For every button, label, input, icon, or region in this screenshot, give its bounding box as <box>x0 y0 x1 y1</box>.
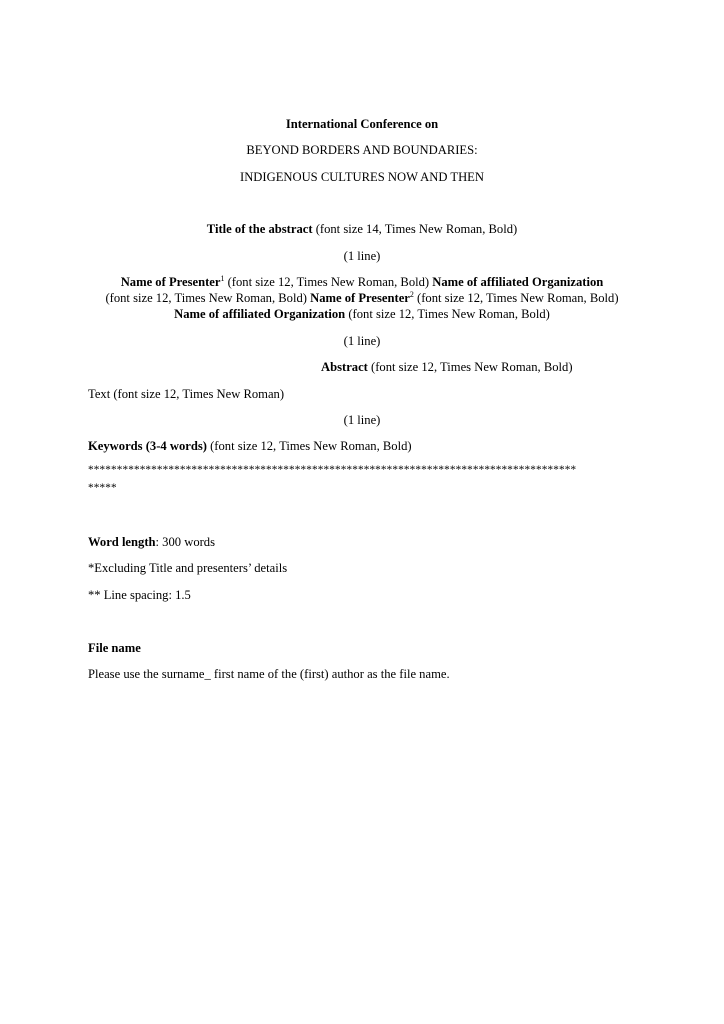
presenter-line-2 <box>0 290 724 306</box>
org2-label: Name of affiliated Organization <box>174 307 346 321</box>
spacer-note-1: (1 line) <box>343 249 381 263</box>
abstract-title-label: Title of the abstract <box>206 222 313 236</box>
presenter1-label: Name of Presenter <box>120 275 221 289</box>
conference-title-line-1: BEYOND BORDERS AND BOUNDARIES: <box>246 143 478 157</box>
conference-intro: International Conference on <box>285 117 439 131</box>
presenter-line-3 <box>0 306 724 322</box>
spacer-note-2: (1 line) <box>343 334 381 348</box>
keywords-note: (font size 12, Times New Roman, Bold) <box>206 439 412 453</box>
abstract-heading-instruction <box>321 359 573 375</box>
word-length-value: : 300 words <box>155 535 216 549</box>
presenter1-note: (font size 12, Times New Roman, Bold) <box>224 275 433 289</box>
word-length <box>88 534 215 550</box>
presenter2-superscript: 2 <box>409 290 414 299</box>
presenter2-label: Name of Presenter <box>310 291 410 305</box>
file-name-heading: File name <box>88 641 141 655</box>
org1-label: Name of affiliated Organization <box>432 275 604 289</box>
presenter-line-1 <box>0 274 724 290</box>
file-name-instruction: Please use the surname_ first name of the (first) author as the file name. <box>88 667 450 681</box>
conference-title-line-2: INDIGENOUS CULTURES NOW AND THEN <box>240 170 484 184</box>
keywords-label: Keywords (3-4 words) <box>88 439 207 453</box>
org1-note: (font size 12, Times New Roman, Bold) <box>105 291 311 305</box>
presenter1-superscript: 1 <box>220 274 225 283</box>
org2-note: (font size 12, Times New Roman, Bold) <box>345 307 550 321</box>
abstract-label: Abstract <box>321 360 368 374</box>
text-instruction: Text (font size 12, Times New Roman) <box>88 387 285 401</box>
abstract-title-note: (font size 14, Times New Roman, Bold) <box>312 222 518 236</box>
excluding-note: *Excluding Title and presenters’ details <box>88 561 288 575</box>
abstract-title-instruction <box>0 221 724 237</box>
presenter2-note: (font size 12, Times New Roman, Bold) <box>413 291 619 305</box>
separator-stars-line-2: ***** <box>88 482 117 494</box>
word-length-label: Word length <box>88 535 156 549</box>
separator-stars-line-1: ************************************************************************************* <box>88 464 577 476</box>
keywords-instruction <box>88 438 412 454</box>
abstract-note: (font size 12, Times New Roman, Bold) <box>367 360 573 374</box>
line-spacing-note: ** Line spacing: 1.5 <box>88 588 191 602</box>
spacer-note-3: (1 line) <box>343 413 381 427</box>
